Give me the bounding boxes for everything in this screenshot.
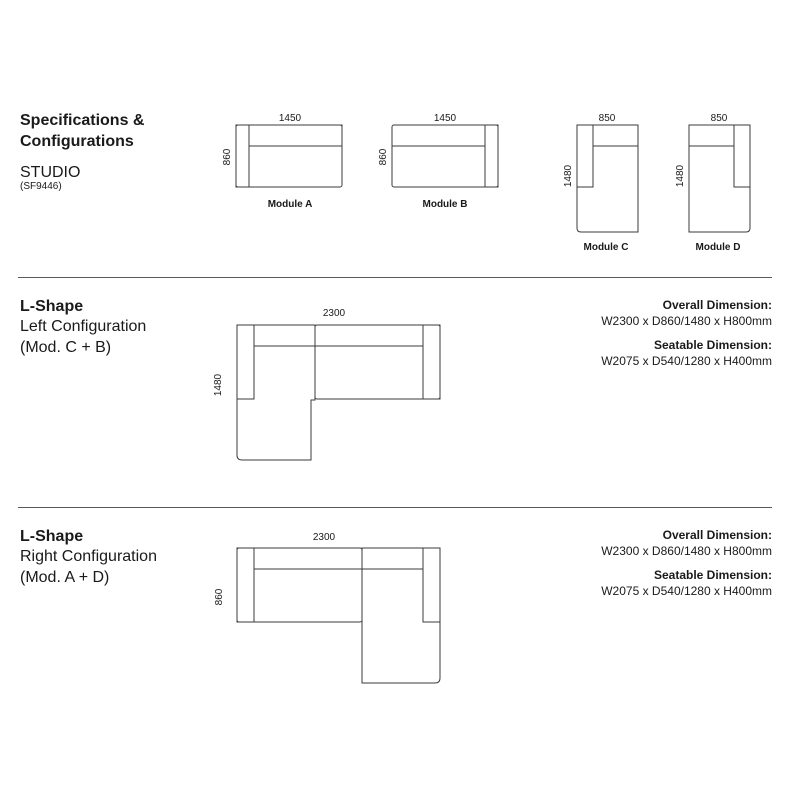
module-c-width: 850 xyxy=(598,113,616,124)
model-code: (SF9446) xyxy=(20,181,62,192)
module-a-drawing xyxy=(222,113,342,187)
module-d-drawing xyxy=(675,113,750,232)
module-a-depth: 860 xyxy=(222,148,233,166)
spec-title-line2: Configurations xyxy=(20,133,134,150)
right-overall-value: W2300 x D860/1480 x H800mm xyxy=(601,544,772,558)
module-c-drawing xyxy=(563,113,638,232)
right-config-depth: 860 xyxy=(214,588,225,606)
module-d-depth: 1480 xyxy=(675,164,686,188)
right-config-drawing xyxy=(214,532,440,683)
right-seat-value: W2075 x D540/1280 x H400mm xyxy=(601,584,772,598)
module-b-drawing xyxy=(378,113,498,187)
config-left-sub2: (Mod. C + B) xyxy=(20,339,112,356)
right-seat-title: Seatable Dimension: xyxy=(653,568,772,582)
model-name: STUDIO xyxy=(20,164,81,181)
right-overall-title: Overall Dimension: xyxy=(662,528,772,542)
config-right-sub2: (Mod. A + D) xyxy=(20,569,110,586)
module-b-depth: 860 xyxy=(378,148,389,166)
config-right-title: L-Shape xyxy=(20,528,84,545)
module-a-width: 1450 xyxy=(278,113,302,124)
config-right-sub1: Right Configuration xyxy=(20,548,157,565)
left-seat-title: Seatable Dimension: xyxy=(653,338,772,352)
config-left-sub1: Left Configuration xyxy=(20,318,147,335)
module-b-label: Module B xyxy=(422,199,468,210)
left-overall-title: Overall Dimension: xyxy=(662,298,772,312)
config-left-title: L-Shape xyxy=(20,298,84,315)
module-c-depth: 1480 xyxy=(563,164,574,188)
left-config-width: 2300 xyxy=(322,308,346,319)
left-config-depth: 1480 xyxy=(213,373,224,397)
left-seat-value: W2075 x D540/1280 x H400mm xyxy=(601,354,772,368)
module-c-label: Module C xyxy=(583,242,629,253)
module-d-width: 850 xyxy=(710,113,728,124)
module-d-label: Module D xyxy=(695,242,741,253)
module-b-width: 1450 xyxy=(433,113,457,124)
right-config-width: 2300 xyxy=(312,532,336,543)
module-a-label: Module A xyxy=(267,199,313,210)
left-overall-value: W2300 x D860/1480 x H800mm xyxy=(601,314,772,328)
left-config-drawing xyxy=(213,308,440,460)
spec-title-line1: Specifications & xyxy=(20,112,145,129)
